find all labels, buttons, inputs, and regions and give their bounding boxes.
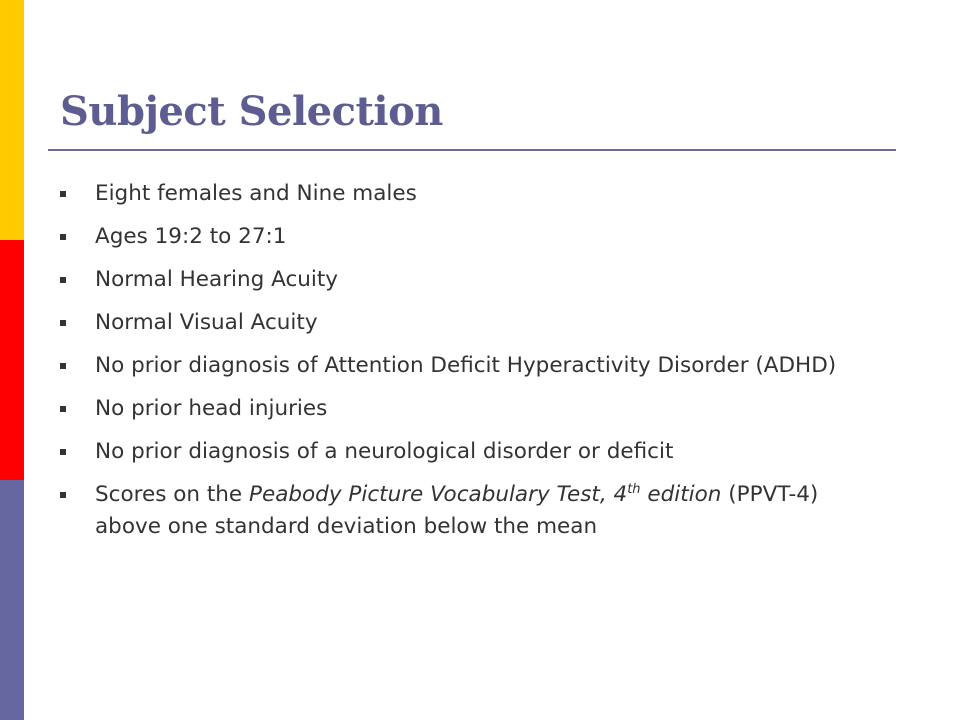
accent-stripe-red bbox=[0, 240, 24, 480]
list-item bbox=[58, 350, 878, 382]
list-item bbox=[58, 479, 878, 543]
edition-label: edition bbox=[640, 482, 722, 507]
bullet-text-prefix: Scores on the bbox=[95, 482, 249, 507]
square-bullet-icon bbox=[60, 406, 66, 412]
bullet-text: Eight females and Nine males bbox=[95, 181, 417, 206]
square-bullet-icon bbox=[60, 492, 66, 498]
bullet-text: Ages 19:2 to 27:1 bbox=[95, 224, 287, 249]
square-bullet-icon bbox=[60, 277, 66, 283]
bullet-list bbox=[58, 178, 878, 554]
list-item bbox=[58, 178, 878, 210]
bullet-text: Normal Hearing Acuity bbox=[95, 267, 339, 292]
slide-title: Subject Selection bbox=[60, 88, 443, 135]
bullet-text: No prior diagnosis of Attention Deficit Hyperactivity Disorder (ADHD) bbox=[95, 353, 837, 378]
list-item bbox=[58, 264, 878, 296]
bullet-text: Normal Visual Acuity bbox=[95, 310, 318, 335]
square-bullet-icon bbox=[60, 320, 66, 326]
bullet-text-suffix: (PPVT-4) above one standard deviation below the mean bbox=[95, 482, 819, 539]
square-bullet-icon bbox=[60, 234, 66, 240]
list-item bbox=[58, 221, 878, 253]
square-bullet-icon bbox=[60, 363, 66, 369]
accent-stripe-yellow bbox=[0, 0, 24, 240]
list-item bbox=[58, 307, 878, 339]
accent-stripe-purple bbox=[0, 480, 24, 720]
bullet-text: No prior diagnosis of a neurological disorder or deficit bbox=[95, 439, 674, 464]
list-item bbox=[58, 436, 878, 468]
bullet-text: No prior head injuries bbox=[95, 396, 328, 421]
edition-superscript: th bbox=[627, 481, 641, 497]
test-name: Peabody Picture Vocabulary Test, 4 bbox=[249, 482, 628, 507]
square-bullet-icon bbox=[60, 191, 66, 197]
title-divider bbox=[48, 149, 896, 151]
square-bullet-icon bbox=[60, 449, 66, 455]
list-item bbox=[58, 393, 878, 425]
